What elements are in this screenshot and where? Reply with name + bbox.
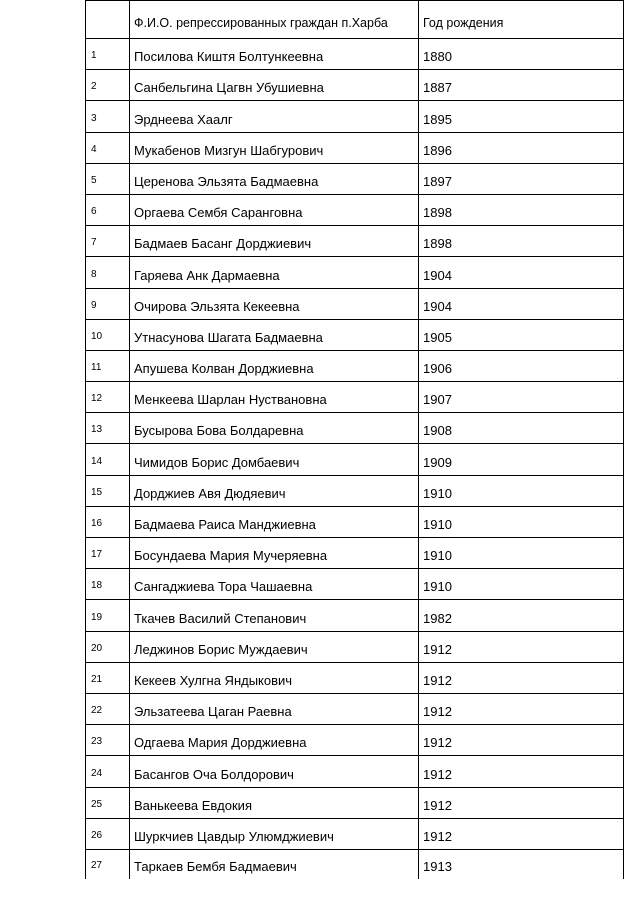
row-number-cell: 5 bbox=[86, 163, 130, 194]
row-name-cell: Бадмаев Басанг Дорджиевич bbox=[130, 226, 419, 257]
row-number-cell: 6 bbox=[86, 194, 130, 225]
row-birth-year-cell: 1912 bbox=[419, 725, 624, 756]
row-birth-year-cell: 1898 bbox=[419, 226, 624, 257]
repressed-citizens-table bbox=[85, 0, 624, 879]
row-birth-year-cell: 1897 bbox=[419, 163, 624, 194]
row-name-cell: Дорджиев Авя Дюдяевич bbox=[130, 475, 419, 506]
row-birth-year-cell: 1898 bbox=[419, 194, 624, 225]
header-name-cell: Ф.И.О. репрессированных граждан п.Харба bbox=[130, 1, 419, 39]
row-number-cell: 21 bbox=[86, 662, 130, 693]
row-number-cell: 16 bbox=[86, 506, 130, 537]
table-row bbox=[86, 444, 624, 475]
table-row bbox=[86, 382, 624, 413]
document-sheet bbox=[85, 0, 623, 879]
header-number-cell bbox=[86, 1, 130, 39]
row-birth-year-cell: 1904 bbox=[419, 257, 624, 288]
row-birth-year-cell: 1912 bbox=[419, 787, 624, 818]
row-birth-year-cell: 1906 bbox=[419, 350, 624, 381]
row-birth-year-cell: 1910 bbox=[419, 475, 624, 506]
row-birth-year-cell: 1905 bbox=[419, 319, 624, 350]
table-body bbox=[86, 1, 624, 880]
table-row bbox=[86, 163, 624, 194]
row-name-cell: Эльзатеева Цаган Раевна bbox=[130, 693, 419, 724]
table-row bbox=[86, 600, 624, 631]
table-row bbox=[86, 288, 624, 319]
table-row bbox=[86, 350, 624, 381]
table-header-row bbox=[86, 1, 624, 39]
row-birth-year-cell: 1907 bbox=[419, 382, 624, 413]
row-number-cell: 12 bbox=[86, 382, 130, 413]
table-row bbox=[86, 849, 624, 879]
row-number-cell: 20 bbox=[86, 631, 130, 662]
row-number-cell: 15 bbox=[86, 475, 130, 506]
row-number-cell: 27 bbox=[86, 849, 130, 879]
row-name-cell: Леджинов Борис Муждаевич bbox=[130, 631, 419, 662]
table-row bbox=[86, 39, 624, 70]
row-birth-year-cell: 1910 bbox=[419, 506, 624, 537]
table-row bbox=[86, 226, 624, 257]
row-name-cell: Церенова Эльзята Бадмаевна bbox=[130, 163, 419, 194]
table-row bbox=[86, 631, 624, 662]
table-row bbox=[86, 662, 624, 693]
row-birth-year-cell: 1887 bbox=[419, 70, 624, 101]
row-name-cell: Чимидов Борис Домбаевич bbox=[130, 444, 419, 475]
row-number-cell: 13 bbox=[86, 413, 130, 444]
row-name-cell: Басангов Оча Болдорович bbox=[130, 756, 419, 787]
table-row bbox=[86, 787, 624, 818]
table-row bbox=[86, 569, 624, 600]
row-name-cell: Бадмаева Раиса Манджиевна bbox=[130, 506, 419, 537]
row-birth-year-cell: 1912 bbox=[419, 818, 624, 849]
table-row bbox=[86, 693, 624, 724]
row-number-cell: 18 bbox=[86, 569, 130, 600]
row-number-cell: 26 bbox=[86, 818, 130, 849]
row-name-cell: Бусырова Бова Болдаревна bbox=[130, 413, 419, 444]
table-row bbox=[86, 101, 624, 132]
row-birth-year-cell: 1908 bbox=[419, 413, 624, 444]
row-birth-year-cell: 1910 bbox=[419, 538, 624, 569]
row-number-cell: 3 bbox=[86, 101, 130, 132]
row-name-cell: Эрднеева Хаалг bbox=[130, 101, 419, 132]
row-birth-year-cell: 1912 bbox=[419, 631, 624, 662]
row-birth-year-cell: 1910 bbox=[419, 569, 624, 600]
row-birth-year-cell: 1895 bbox=[419, 101, 624, 132]
row-name-cell: Ванькеева Евдокия bbox=[130, 787, 419, 818]
row-name-cell: Очирова Эльзята Кекеевна bbox=[130, 288, 419, 319]
row-number-cell: 7 bbox=[86, 226, 130, 257]
table-row bbox=[86, 475, 624, 506]
row-name-cell: Санбельгина Цагвн Убушиевна bbox=[130, 70, 419, 101]
row-birth-year-cell: 1880 bbox=[419, 39, 624, 70]
table-row bbox=[86, 538, 624, 569]
row-name-cell: Сангаджиева Тора Чашаевна bbox=[130, 569, 419, 600]
row-birth-year-cell: 1912 bbox=[419, 662, 624, 693]
row-name-cell: Таркаев Бембя Бадмаевич bbox=[130, 849, 419, 879]
table-row bbox=[86, 818, 624, 849]
row-birth-year-cell: 1904 bbox=[419, 288, 624, 319]
row-birth-year-cell: 1912 bbox=[419, 756, 624, 787]
row-name-cell: Посилова Киштя Болтункеевна bbox=[130, 39, 419, 70]
row-number-cell: 19 bbox=[86, 600, 130, 631]
row-birth-year-cell: 1896 bbox=[419, 132, 624, 163]
row-number-cell: 14 bbox=[86, 444, 130, 475]
row-name-cell: Мукабенов Мизгун Шабгурович bbox=[130, 132, 419, 163]
row-name-cell: Утнасунова Шагата Бадмаевна bbox=[130, 319, 419, 350]
row-number-cell: 25 bbox=[86, 787, 130, 818]
row-number-cell: 2 bbox=[86, 70, 130, 101]
table-row bbox=[86, 756, 624, 787]
table-row bbox=[86, 194, 624, 225]
row-name-cell: Шуркчиев Цавдыр Улюмджиевич bbox=[130, 818, 419, 849]
row-number-cell: 24 bbox=[86, 756, 130, 787]
row-name-cell: Оргаева Сембя Саранговна bbox=[130, 194, 419, 225]
row-number-cell: 10 bbox=[86, 319, 130, 350]
row-name-cell: Одгаева Мария Дорджиевна bbox=[130, 725, 419, 756]
row-birth-year-cell: 1982 bbox=[419, 600, 624, 631]
row-name-cell: Босундаева Мария Мучеряевна bbox=[130, 538, 419, 569]
row-number-cell: 4 bbox=[86, 132, 130, 163]
row-number-cell: 8 bbox=[86, 257, 130, 288]
table-row bbox=[86, 506, 624, 537]
row-name-cell: Гаряева Анк Дармаевна bbox=[130, 257, 419, 288]
table-row bbox=[86, 319, 624, 350]
row-number-cell: 11 bbox=[86, 350, 130, 381]
table-row bbox=[86, 725, 624, 756]
row-number-cell: 23 bbox=[86, 725, 130, 756]
table-row bbox=[86, 257, 624, 288]
row-name-cell: Апушева Колван Дорджиевна bbox=[130, 350, 419, 381]
row-birth-year-cell: 1912 bbox=[419, 693, 624, 724]
row-name-cell: Менкеева Шарлан Нуствановна bbox=[130, 382, 419, 413]
row-birth-year-cell: 1913 bbox=[419, 849, 624, 879]
table-row bbox=[86, 132, 624, 163]
row-birth-year-cell: 1909 bbox=[419, 444, 624, 475]
row-number-cell: 1 bbox=[86, 39, 130, 70]
row-number-cell: 17 bbox=[86, 538, 130, 569]
row-number-cell: 22 bbox=[86, 693, 130, 724]
row-name-cell: Кекеев Хулгна Яндыкович bbox=[130, 662, 419, 693]
table-row bbox=[86, 413, 624, 444]
row-number-cell: 9 bbox=[86, 288, 130, 319]
table-row bbox=[86, 70, 624, 101]
row-name-cell: Ткачев Василий Степанович bbox=[130, 600, 419, 631]
header-birth-year-cell: Год рождения bbox=[419, 1, 624, 39]
